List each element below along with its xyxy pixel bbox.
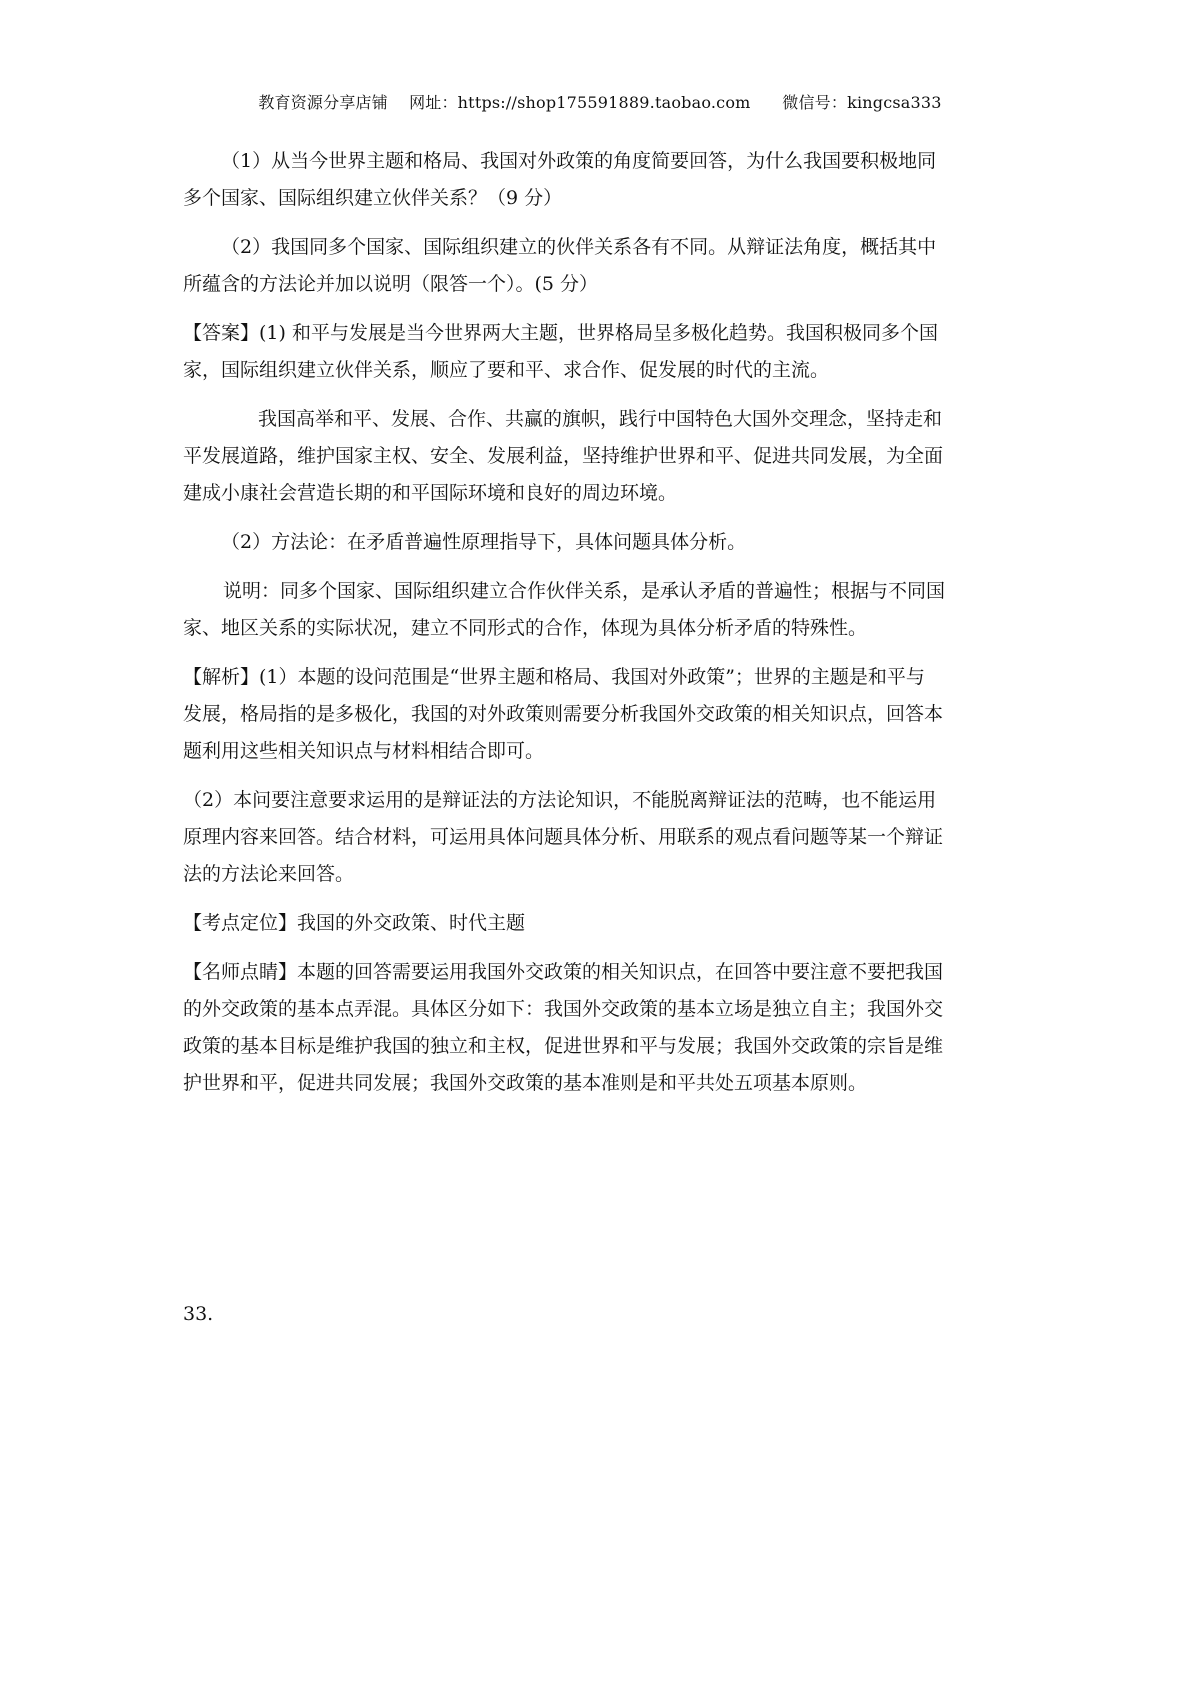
document-body (183, 152, 1031, 1111)
analysis-line-4: （2）本问要注意要求运用的是辩证法的方法论知识，不能脱离辩证法的范畴，也不能运用 (183, 789, 937, 811)
analysis-line-3: 题利用这些相关知识点与材料相结合即可。 (183, 740, 545, 762)
page-header (0, 90, 1200, 113)
mingshi-line-4: 护世界和平，促进共同发展；我国外交政策的基本准则是和平共处五项基本原则。 (183, 1072, 868, 1094)
header-url: 网址：https://shop175591889.taobao.com (409, 93, 751, 112)
answer-line-5: 建成小康社会营造长期的和平国际环境和良好的周边环境。 (183, 482, 678, 504)
analysis-line-2: 发展，格局指的是多极化，我国的对外政策则需要分析我国外交政策的相关知识点，回答本 (183, 703, 944, 725)
mingshi-line-2: 的外交政策的基本点弄混。具体区分如下：我国外交政策的基本立场是独立自主；我国外交 (183, 998, 944, 1020)
answer-line-2: 家，国际组织建立伙伴关系，顺应了要和平、求合作、促发展的时代的主流。 (183, 359, 830, 381)
analysis-line-6: 法的方法论来回答。 (183, 863, 355, 885)
question-2-line-2: 所蕴含的方法论并加以说明（限答一个）。(5 分） (183, 273, 599, 295)
answer-method-line: （2）方法论：在矛盾普遍性原理指导下，具体问题具体分析。 (221, 531, 747, 553)
answer-explanation-line-1: 说明：同多个国家、国际组织建立合作伙伴关系，是承认矛盾的普遍性；根据与不同国 (223, 580, 946, 602)
header-wechat: 微信号：kingcsa333 (782, 93, 942, 112)
answer-line-1: 【答案】(1) 和平与发展是当今世界两大主题，世界格局呈多极化趋势。我国积极同多个国 (183, 322, 938, 344)
answer-explanation-line-2: 家、地区关系的实际状况，建立不同形式的合作，体现为具体分析矛盾的特殊性。 (183, 617, 868, 639)
kaodian-line: 【考点定位】我国的外交政策、时代主题 (183, 912, 526, 934)
analysis-line-1: 【解析】(1）本题的设问范围是“世界主题和格局、我国对外政策”；世界的主题是和平与 (183, 666, 925, 688)
question-2-line-1: （2）我国同多个国家、国际组织建立的伙伴关系各有不同。从辩证法角度，概括其中 (221, 236, 937, 258)
next-question-number: 33. (183, 1303, 214, 1325)
answer-line-3: 我国高举和平、发展、合作、共赢的旗帜，践行中国特色大国外交理念，坚持走和 (258, 408, 943, 430)
analysis-line-5: 原理内容来回答。结合材料，可运用具体问题具体分析、用联系的观点看问题等某一个辩证 (183, 826, 944, 848)
mingshi-line-3: 政策的基本目标是维护我国的独立和主权，促进世界和平与发展；我国外交政策的宗旨是维 (183, 1035, 944, 1057)
question-1-line-1: （1）从当今世界主题和格局、我国对外政策的角度简要回答，为什么我国要积极地同 (221, 150, 937, 172)
mingshi-line-1: 【名师点睛】本题的回答需要运用我国外交政策的相关知识点，在回答中要注意不要把我国 (183, 961, 944, 983)
question-1-line-2: 多个国家、国际组织建立伙伴关系？（9 分） (183, 187, 563, 209)
answer-line-4: 平发展道路，维护国家主权、安全、发展利益，坚持维护世界和平、促进共同发展，为全面 (183, 445, 944, 467)
header-shop: 教育资源分享店铺 (258, 93, 388, 112)
